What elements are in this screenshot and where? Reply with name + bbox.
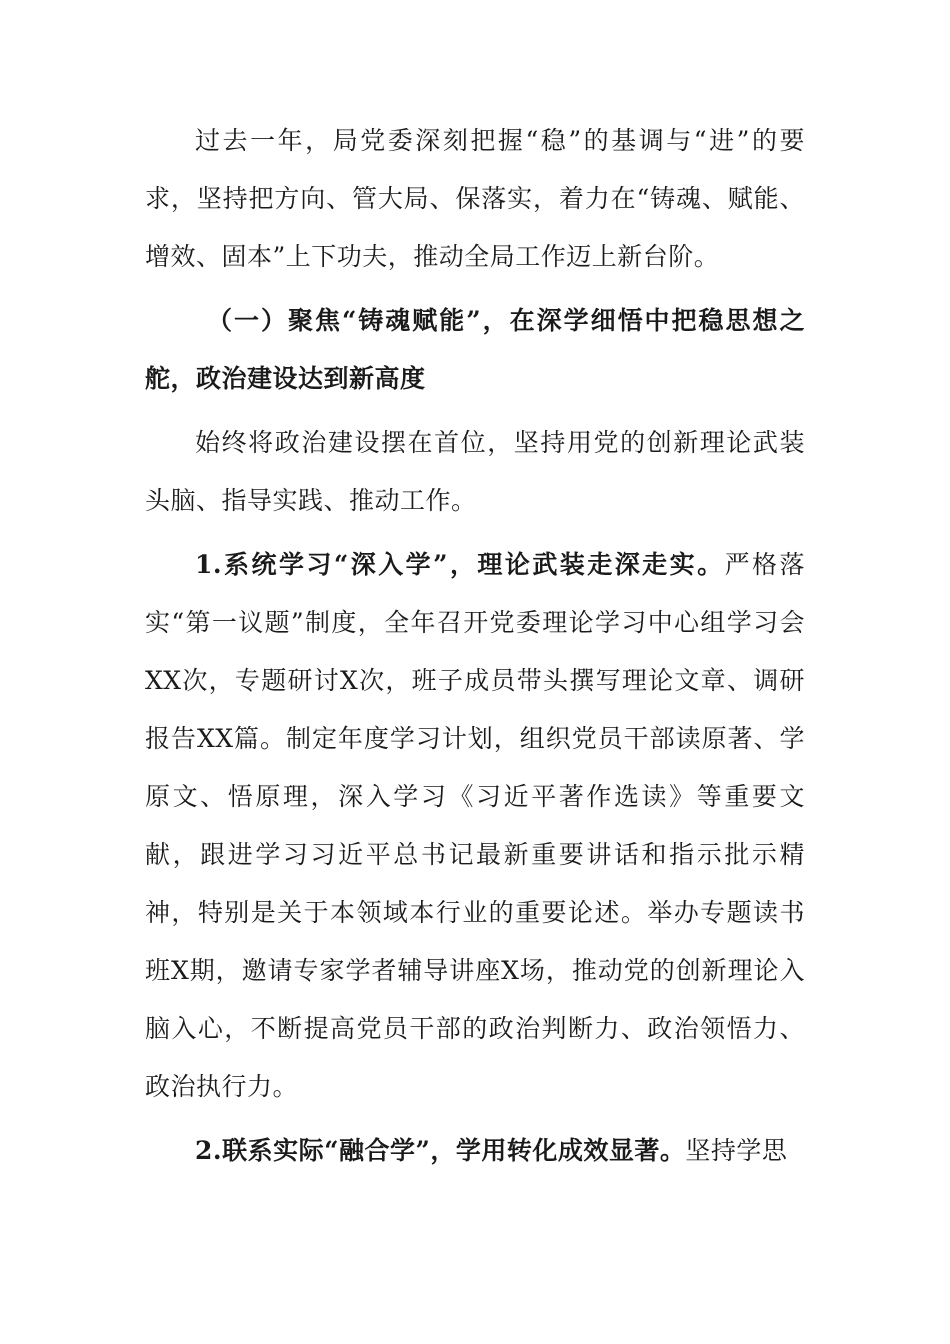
item-body-1: 严格落实“第一议题”制度，全年召开党委理论学习中心组学习会XX次，专题研讨X次，班子成员带头撰写理论文章、调研报告XX篇。制定年度学习计划，组织党员干部读原著、学原文、悟原理，深入学习《习近平著作选读》等重要文献，跟进学习习近平总书记最新重要讲话和指示批示精神，特别是关于本领域本行业的重要论述。举办专题读书班X期，邀请专家学者辅导讲座X场，推动党的创新理论入脑入心，不断提高党员干部的政治判断力、政治领悟力、政治执行力。	[145, 550, 805, 1101]
section-summary: 始终将政治建设摆在首位，坚持用党的创新理论武装头脑、指导实践、推动工作。	[145, 428, 805, 515]
intro-paragraph: 过去一年，局党委深刻把握“稳”的基调与“进”的要求，坚持把方向、管大局、保落实，着力在“铸魂、赋能、增效、固本”上下功夫，推动全局工作迈上新台阶。	[145, 126, 805, 271]
item-lead-1: 1.系统学习“深入学”，理论武装走深走实。	[195, 550, 725, 579]
item-paragraph-1	[145, 536, 805, 1116]
document-page	[145, 112, 805, 1180]
section-heading: （一）聚焦“铸魂赋能”，在深学细悟中把稳思想之舵，政治建设达到新高度	[145, 306, 805, 393]
item-paragraph-2	[145, 1122, 805, 1180]
item-lead-2: 2.联系实际“融合学”，学用转化成效显著。	[195, 1136, 686, 1165]
item-body-2: 坚持学思	[685, 1136, 788, 1165]
